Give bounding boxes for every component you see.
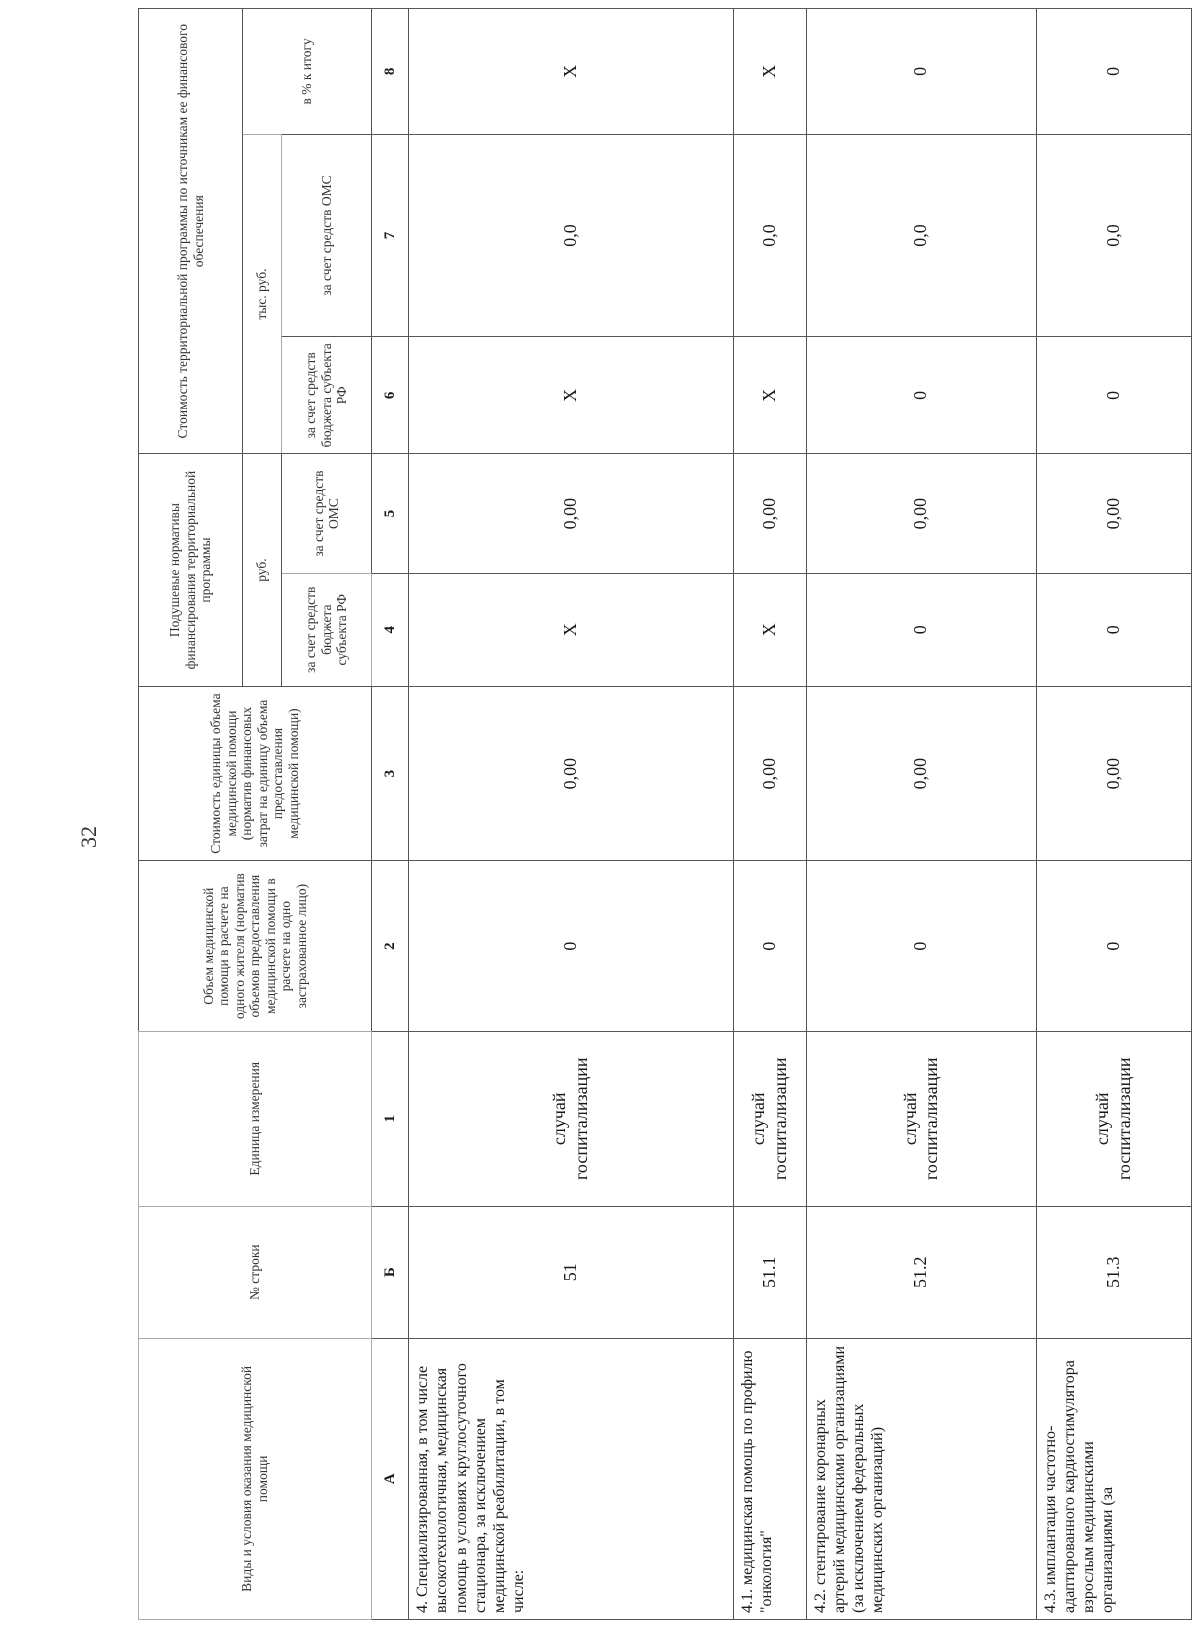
- row-cost-oms: 0,0: [1036, 134, 1191, 336]
- header-col-a: Виды и условия оказания медицинской помощи: [139, 1338, 372, 1619]
- header-col-2: Объем медицинской помощи в расчете на одного жителя (норматив объемов предоставления медицинской помощи в расчете на одно застрахованное лицо): [139, 861, 372, 1031]
- header-col-b: № строки: [139, 1206, 372, 1338]
- table-row: [1036, 9, 1191, 1620]
- row-per-capita-budget: Х: [733, 573, 806, 686]
- col-number: 7: [371, 134, 409, 336]
- row-unit-cost: 0,00: [733, 686, 806, 861]
- row-unit-cost: 0,00: [806, 686, 1036, 861]
- row-name: 4. Специализированная, в том числе высокотехнологичная, медицинская помощь в условиях круглосуточного стационара, за исключением медицинской реабилитации, в том числе:: [409, 1338, 734, 1619]
- row-unit-cost: 0,00: [409, 686, 734, 861]
- row-per-capita-oms: 0,00: [409, 454, 734, 573]
- row-per-capita-budget: 0: [1036, 573, 1191, 686]
- col-number: 1: [371, 1031, 409, 1206]
- row-line-number: 51.2: [806, 1206, 1036, 1338]
- row-per-capita-oms: 0,00: [806, 454, 1036, 573]
- row-volume: 0: [806, 861, 1036, 1031]
- col-number: 2: [371, 861, 409, 1031]
- col-number: 3: [371, 686, 409, 861]
- header-col-7: за счет средств ОМС: [281, 134, 371, 336]
- row-cost-budget: Х: [733, 337, 806, 454]
- row-percent: Х: [733, 9, 806, 135]
- col-number: 4: [371, 573, 409, 686]
- row-line-number: 51: [409, 1206, 734, 1338]
- page-number: 32: [76, 826, 101, 848]
- row-cost-budget: Х: [409, 337, 734, 454]
- row-name: 4.2. стентирование коронарных артерий медицинскими организациями (за исключением федеральных медицинских организаций): [806, 1338, 1036, 1619]
- header-group-4-5: Подушевые нормативы финансирования территориальной программы: [139, 454, 243, 686]
- row-percent: 0: [806, 9, 1036, 135]
- col-number: Б: [371, 1206, 409, 1338]
- table-row: [409, 9, 734, 1620]
- header-col-5: за счет средств ОМС: [281, 454, 371, 573]
- row-line-number: 51.3: [1036, 1206, 1191, 1338]
- table-row: [733, 9, 806, 1620]
- row-unit: случай госпитализации: [409, 1031, 734, 1206]
- row-volume: 0: [409, 861, 734, 1031]
- row-per-capita-oms: 0,00: [733, 454, 806, 573]
- row-cost-budget: 0: [1036, 337, 1191, 454]
- header-row-1: [139, 9, 243, 1620]
- row-cost-oms: 0,0: [409, 134, 734, 336]
- row-cost-oms: 0,0: [733, 134, 806, 336]
- header-unit-thous-rub: тыс. руб.: [243, 134, 282, 454]
- col-number: 8: [371, 9, 409, 135]
- row-per-capita-budget: Х: [409, 573, 734, 686]
- table-row: [806, 9, 1036, 1620]
- row-volume: 0: [733, 861, 806, 1031]
- row-name: 4.1. медицинская помощь по профилю "онкология": [733, 1338, 806, 1619]
- row-percent: Х: [409, 9, 734, 135]
- header-col-3: Стоимость единицы объема медицинской помощи (норматив финансовых затрат на единицу объема предоставления медицинской помощи): [139, 686, 372, 861]
- row-per-capita-oms: 0,00: [1036, 454, 1191, 573]
- row-unit-cost: 0,00: [1036, 686, 1191, 861]
- col-number: А: [371, 1338, 409, 1619]
- column-numbers-row: [371, 9, 409, 1620]
- row-percent: 0: [1036, 9, 1191, 135]
- header-unit-rub: руб.: [243, 454, 282, 686]
- header-col-8: в % к итогу: [243, 9, 371, 135]
- header-col-6: за счет средств бюджета субъекта РФ: [281, 337, 371, 454]
- financing-table: [138, 8, 1192, 1620]
- row-unit: случай госпитализации: [806, 1031, 1036, 1206]
- header-col-4: за счет средств бюджета субъекта РФ: [281, 573, 371, 686]
- row-per-capita-budget: 0: [806, 573, 1036, 686]
- header-group-6-8: Стоимость территориальной программы по источникам ее финансового обеспечения: [139, 9, 243, 454]
- row-name: 4.3. имплантация частотно-адаптированного кардиостимулятора взрослым медицинскими организациями (за: [1036, 1338, 1191, 1619]
- row-unit: случай госпитализации: [1036, 1031, 1191, 1206]
- col-number: 6: [371, 337, 409, 454]
- col-number: 5: [371, 454, 409, 573]
- row-volume: 0: [1036, 861, 1191, 1031]
- row-unit: случай госпитализации: [733, 1031, 806, 1206]
- row-line-number: 51.1: [733, 1206, 806, 1338]
- row-cost-budget: 0: [806, 337, 1036, 454]
- header-col-1: Единица измерения: [139, 1031, 372, 1206]
- row-cost-oms: 0,0: [806, 134, 1036, 336]
